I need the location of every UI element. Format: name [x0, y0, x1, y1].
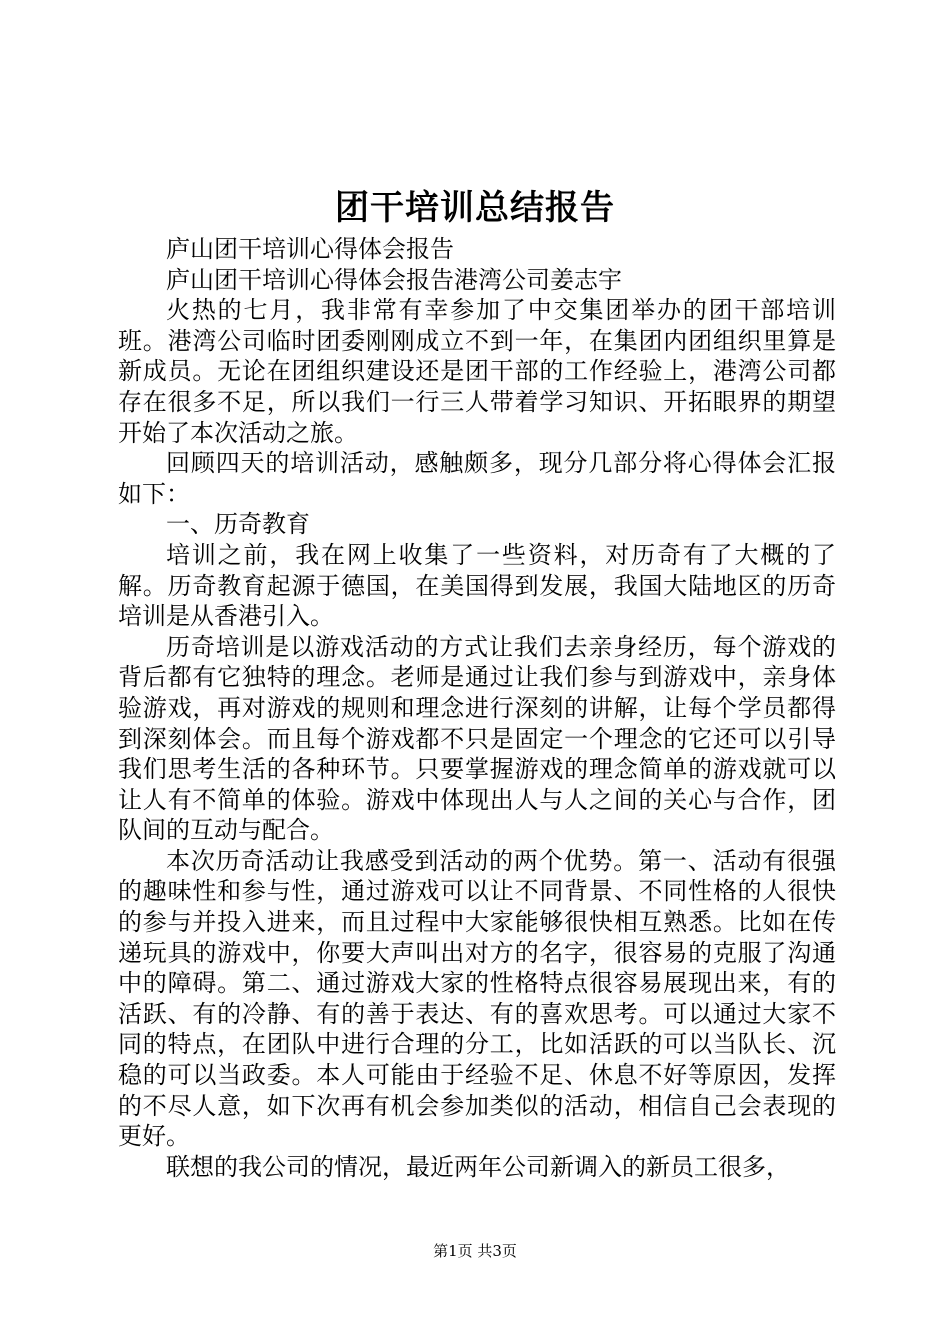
page-number-footer: 第1页 共3页 — [433, 1242, 517, 1260]
paragraph: 培训之前，我在网上收集了一些资料，对历奇有了大概的了解。历奇教育起源于德国，在美国得到发展，我国大陆地区的历奇培训是从香港引入。 — [118, 540, 836, 631]
paragraph: 联想的我公司的情况，最近两年公司新调入的新员工很多， — [166, 1152, 790, 1181]
paragraph: 庐山团干培训心得体会报告 — [166, 235, 454, 263]
paragraph: 历奇培训是以游戏活动的方式让我们去亲身经历，每个游戏的背后都有它独特的理念。老师是通过让我们参与到游戏中，亲身体验游戏，再对游戏的规则和理念进行深刻的讲解，让每个学员都得到深刻体会。而且每个游戏都不只是固定一个理念的它还可以引导我们思考生活的各种环节。只要掌握游戏的理念简单的游戏就可以让人有不简单的体验。游戏中体现出人与人之间的关心与合作，团队间的互动与配合。 — [118, 632, 836, 845]
section-heading: 一、历奇教育 — [166, 510, 310, 539]
document-body — [118, 234, 836, 1182]
paragraph: 火热的七月，我非常有幸参加了中交集团举办的团干部培训班。港湾公司临时团委刚刚成立不到一年，在集团内团组织里算是新成员。无论在团组织建设还是团干部的工作经验上，港湾公司都存在很多不足，所以我们一行三人带着学习知识、开拓眼界的期望开始了本次活动之旅。 — [118, 296, 836, 447]
paragraph: 回顾四天的培训活动，感触颇多，现分几部分将心得体会汇报如下： — [118, 449, 836, 508]
document-title: 团干培训总结报告 — [335, 188, 615, 228]
paragraph: 庐山团干培训心得体会报告港湾公司姜志宇 — [166, 265, 622, 294]
paragraph: 本次历奇活动让我感受到活动的两个优势。第一、活动有很强的趣味性和参与性，通过游戏可以让不同背景、不同性格的人很快的参与并投入进来，而且过程中大家能够很快相互熟悉。比如在传递玩具的游戏中，你要大声叫出对方的名字，很容易的克服了沟通中的障碍。第二、通过游戏大家的性格特点很容易展现出来，有的活跃、有的冷静、有的善于表达、有的喜欢思考。可以通过大家不同的特点，在团队中进行合理的分工，比如活跃的可以当队长、沉稳的可以当政委。本人可能由于经验不足、休息不好等原因，发挥的不尽人意，如下次再有机会参加类似的活动，相信自己会表现的更好。 — [118, 846, 836, 1151]
